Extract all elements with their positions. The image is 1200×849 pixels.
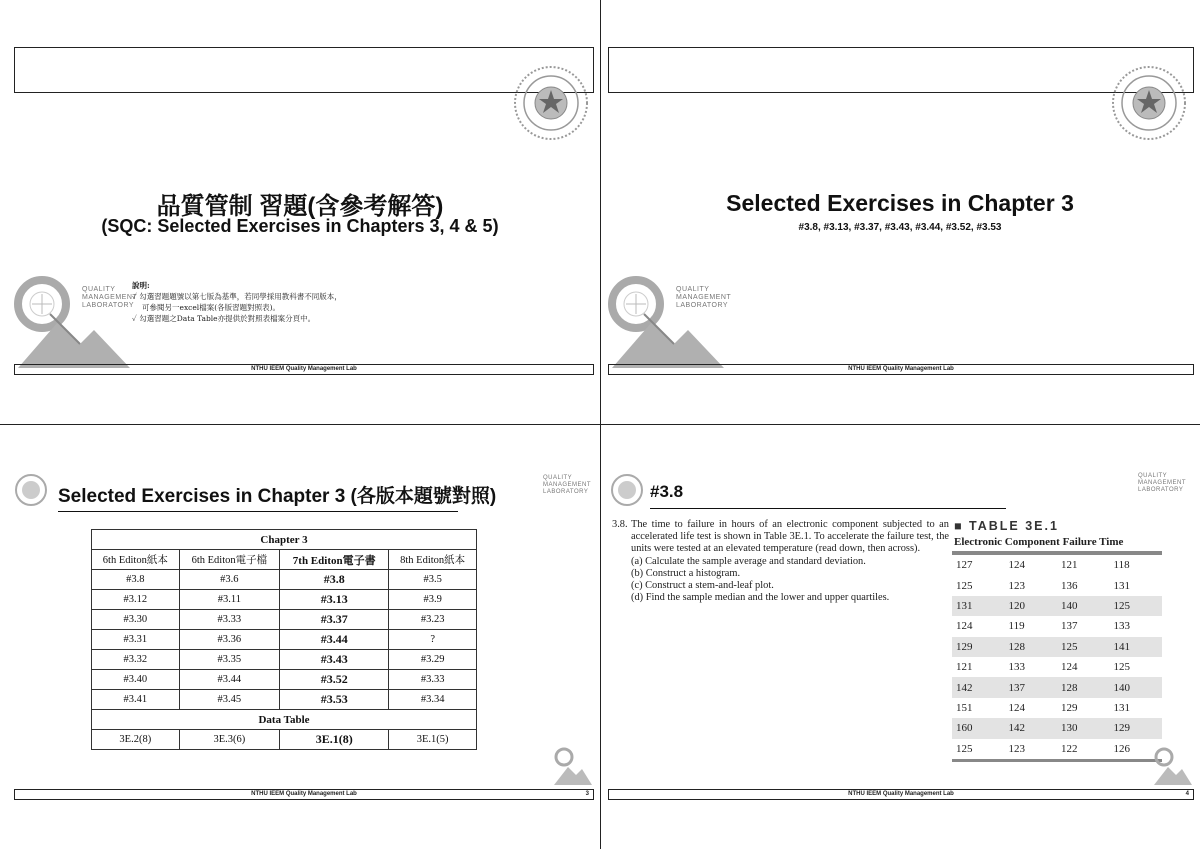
corner-lab-logo: QUALITY MANAGEMENT LABORATORY [543, 475, 592, 495]
university-seal-icon [512, 64, 590, 142]
exercise-number: 3.8. [612, 519, 628, 530]
table-row: 124 119 137 133 [956, 620, 1130, 633]
cell: #3.37 [280, 610, 389, 630]
cell: #3.23 [389, 610, 477, 630]
cell: #3.29 [389, 650, 477, 670]
table-row [92, 670, 477, 690]
column-header: 7th Editon電子書 [280, 550, 389, 570]
cell: #3.53 [280, 690, 389, 710]
table-row [92, 590, 477, 610]
slide-title: Selected Exercises in Chapter 3 [726, 190, 1074, 216]
cell: ? [389, 630, 477, 650]
cell: #3.44 [179, 670, 279, 690]
data-table-subtitle: Electronic Component Failure Time [954, 536, 1124, 548]
quality-lab-logo-text: QUALITY MANAGEMENT LABORATORY [82, 286, 138, 309]
table-row: 160 142 130 129 [952, 718, 1162, 738]
title-underline [58, 511, 458, 512]
cell: #3.45 [179, 690, 279, 710]
cell: #3.35 [179, 650, 279, 670]
failure-time-table [952, 551, 1162, 762]
small-lab-logo-icon [552, 745, 592, 785]
slide-title: #3.8 [650, 482, 684, 501]
footer-bar: NTHU IEEM Quality Management Lab 4 [608, 789, 1194, 800]
edition-comparison-table [91, 529, 477, 750]
table-row [92, 690, 477, 710]
corner-lab-logo: QUALITY MANAGEMENT LABORATORY [1138, 473, 1187, 493]
cell: #3.6 [179, 570, 279, 590]
cell: #3.11 [179, 590, 279, 610]
footer-bar: NTHU IEEM Quality Management Lab [608, 364, 1194, 375]
column-header: 6th Editon紙本 [92, 550, 180, 570]
cell: #3.8 [92, 570, 180, 590]
column-header: 8th Editon紙本 [389, 550, 477, 570]
table-row: 142 137 128 140 [952, 677, 1162, 697]
cell: #3.52 [280, 670, 389, 690]
table-row: 127 124 121 118 [956, 559, 1130, 572]
title-underline [650, 508, 1006, 509]
university-seal-icon [1110, 64, 1188, 142]
small-lab-logo-icon [1152, 745, 1192, 785]
cell: #3.33 [389, 670, 477, 690]
cell: #3.40 [92, 670, 180, 690]
cell: #3.34 [389, 690, 477, 710]
table-row: 129 128 125 141 [952, 637, 1162, 657]
cell: #3.12 [92, 590, 180, 610]
chapter-header: Chapter 3 [92, 530, 477, 550]
cell: 3E.2(8) [92, 730, 180, 750]
cell: #3.32 [92, 650, 180, 670]
table-row: 131 120 140 125 [952, 596, 1162, 616]
table-row [92, 610, 477, 630]
exercise-part: (d) Find the sample median and the lower and upper quartiles. [631, 592, 890, 604]
slide-3[interactable] [0, 425, 600, 849]
table-row: 121 133 124 125 [956, 661, 1130, 674]
cell: #3.8 [280, 570, 389, 590]
cell: #3.9 [389, 590, 477, 610]
footer-bar: NTHU IEEM Quality Management Lab 3 [14, 789, 594, 800]
slide-title: Selected Exercises in Chapter 3 (各版本題號對照) [58, 486, 497, 507]
exercise-statement: The time to failure in hours of an electronic component subjected to an accelerated life test is shown in Table 3E.1. To accelerate the failure test, the units were tested at an elevated temperature (read down, then across). [631, 519, 949, 555]
title-placeholder-box [14, 47, 594, 93]
table-row: 125 123 122 126 [956, 742, 1130, 755]
cell: #3.43 [280, 650, 389, 670]
page-number: 4 [1185, 791, 1189, 797]
data-table-header: Data Table [92, 710, 477, 730]
notes-block: 說明: ✓ 勾選習題題號以第七版為基準，若同學採用教科書不同版本， 可參閱另一excel檔案(各版習題對照表)。 ✓ 勾選習題之Data Table亦提供於對照表檔案分頁中。 [132, 281, 342, 323]
slide-2[interactable] [600, 0, 1200, 424]
title-placeholder-box [608, 47, 1194, 93]
university-seal-icon [14, 473, 48, 507]
cell: 3E.3(6) [179, 730, 279, 750]
cell: 3E.1(5) [389, 730, 477, 750]
data-table-title: ■ TABLE 3E.1 [954, 519, 1059, 533]
footer-bar: NTHU IEEM Quality Management Lab [14, 364, 594, 375]
page-number: 3 [585, 791, 589, 797]
slide-subtitle: #3.8, #3.13, #3.37, #3.43, #3.44, #3.52, #3.53 [798, 222, 1002, 233]
cell: #3.5 [389, 570, 477, 590]
quality-lab-logo-text: QUALITY MANAGEMENT LABORATORY [676, 286, 732, 309]
cell: #3.41 [92, 690, 180, 710]
table-row [92, 570, 477, 590]
cell: #3.13 [280, 590, 389, 610]
slide-4[interactable] [600, 425, 1200, 849]
exercise-part: (c) Construct a stem-and-leaf plot. [631, 580, 774, 592]
cell: #3.30 [92, 610, 180, 630]
exercise-part: (b) Construct a histogram. [631, 567, 741, 579]
slide-title: 品質管制 習題(含參考解答) [156, 193, 444, 220]
table-row [92, 730, 477, 750]
university-seal-icon [610, 473, 644, 507]
table-row: 125 123 136 131 [956, 579, 1130, 592]
exercise-part: (a) Calculate the sample average and standard deviation. [631, 555, 866, 567]
cell: #3.31 [92, 630, 180, 650]
table-row [92, 650, 477, 670]
cell: 3E.1(8) [280, 730, 389, 750]
slide-1[interactable] [0, 0, 600, 424]
cell: #3.36 [179, 630, 279, 650]
slide-subtitle: (SQC: Selected Exercises in Chapters 3, 4 & 5) [101, 216, 499, 236]
cell: #3.33 [179, 610, 279, 630]
cell: #3.44 [280, 630, 389, 650]
table-row: 151 124 129 131 [956, 701, 1130, 714]
table-row [92, 630, 477, 650]
column-header: 6th Editon電子檔 [179, 550, 279, 570]
